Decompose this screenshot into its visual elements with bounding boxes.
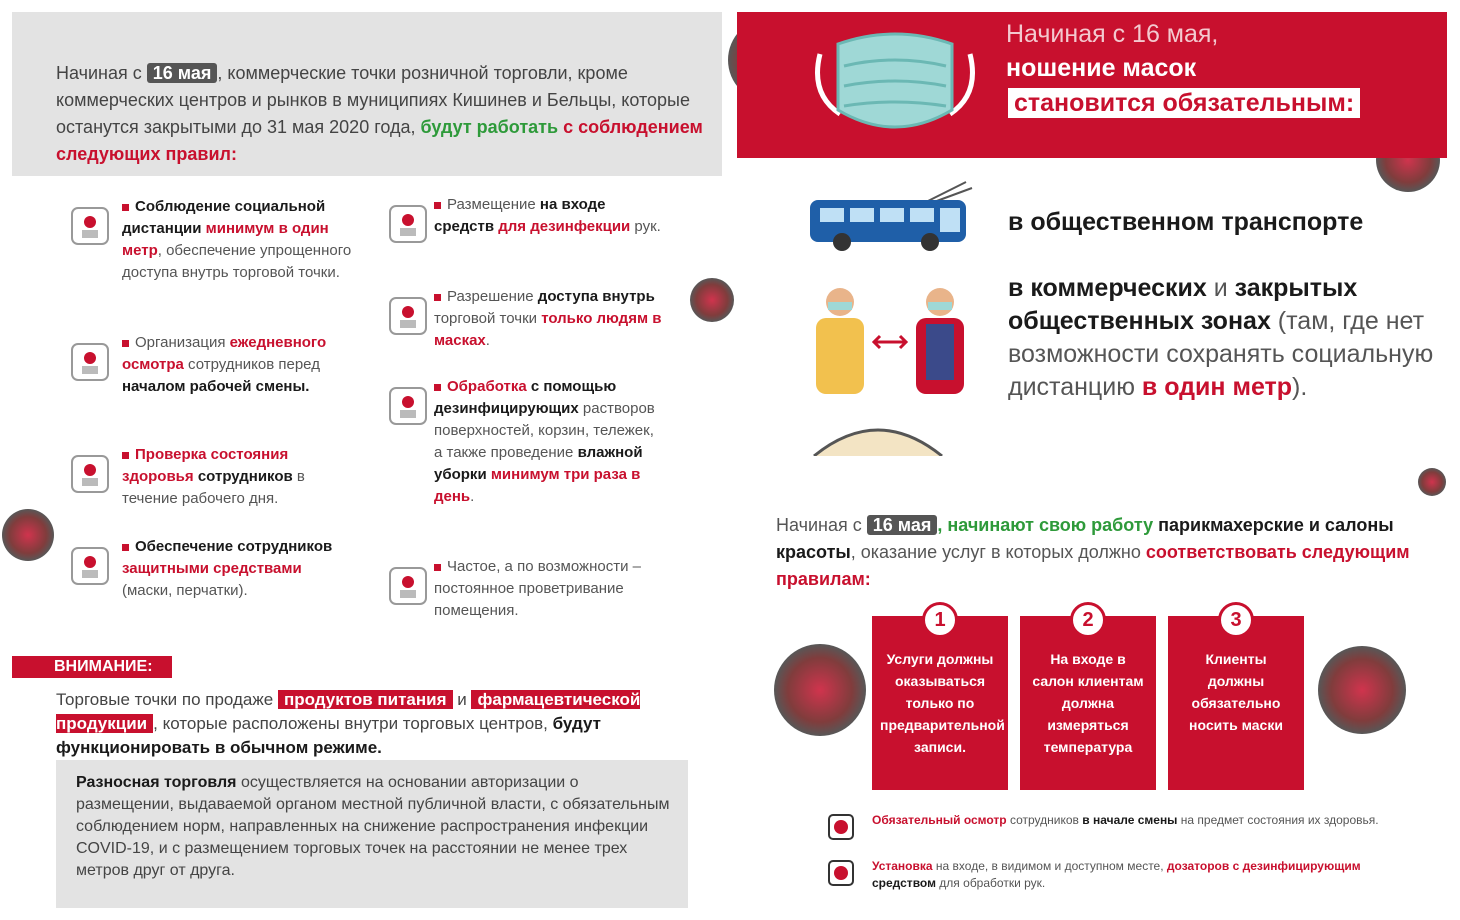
salon-rule-card (1020, 609, 1156, 790)
rule-text: минимум в один метр (122, 220, 329, 259)
salon-prefix: Начиная с (776, 515, 862, 535)
rule-text: в течение рабочего дня. (122, 468, 305, 507)
people-distance-icon (64, 200, 116, 252)
rule-text: ежедневного осмотра (122, 334, 327, 373)
note-text: Установка (872, 859, 933, 873)
highlight-pharma: фармацевтической продукции (56, 690, 641, 733)
rule-text: . (485, 332, 490, 349)
zones-text (1008, 272, 1438, 404)
attention-text (56, 688, 696, 760)
transport-text: в общественном транспорте (1008, 208, 1364, 236)
rule-text: Проверка состояния здоровья (122, 446, 289, 485)
peddling-text (76, 772, 676, 882)
rule-item (434, 286, 666, 352)
mask-start-date: Начиная с 16 мая, (1006, 20, 1219, 48)
rule-text: Обеспечение сотрудников (135, 538, 333, 555)
rule-text: защитными средствами (122, 560, 302, 577)
rule-text: доступа внутрь (537, 288, 655, 305)
mask-icon (382, 290, 434, 342)
rule-text: минимум три раза в день (434, 466, 641, 505)
bullet-icon (434, 384, 441, 391)
rule-item (122, 536, 354, 602)
rule-item (434, 556, 666, 622)
salon-note (872, 858, 1392, 892)
zones-commercial: в коммерческих (1008, 274, 1207, 302)
salon-rule-card (1168, 609, 1304, 790)
salon-start-work: , начинают свою работу (937, 515, 1154, 535)
rule-item (434, 194, 666, 238)
peddling-body: осуществляется на основании авторизации о размещении, выдаваемой органом местной публичной власти, с обязательным соблюдением норм, направленных на снижение распространения инфекции COVID-19, и с размещением торговых точек на расстоянии не менее трех метров друг от друга. (76, 774, 670, 879)
rule-text: (маски, перчатки). (122, 582, 248, 599)
rule-text: Частое, а по возможности – постоянное проветривание помещения. (434, 558, 641, 619)
trolleybus-icon (806, 180, 976, 254)
note-text: в начале смены (1082, 813, 1178, 827)
peddling-bold: Разносная торговля (76, 774, 237, 791)
card-number: 2 (1070, 602, 1106, 638)
card-text: Услуги должны оказываться только по предварительной записи. (880, 651, 1005, 755)
rule-text: Размещение (447, 196, 540, 213)
attention-p3: , которые расположены внутри торговых центров, (153, 714, 548, 733)
rule-text: Соблюдение социальной дистанции (122, 198, 326, 237)
bullet-icon (122, 452, 129, 459)
note-text: на входе, в видимом и доступном месте, (932, 859, 1167, 873)
bullet-icon (122, 544, 129, 551)
salon-note (872, 812, 1392, 829)
mask-wearing: ношение масок (1006, 54, 1197, 82)
hand-sanitizer-icon (382, 198, 434, 250)
attention-p2: и (457, 690, 467, 709)
intro-rules: с соблюдением следующих правил: (56, 117, 703, 164)
rule-text: рук. (630, 218, 661, 235)
bullet-icon (122, 340, 129, 347)
date-tag: 16 мая (147, 63, 218, 83)
disinfection-spray-icon (382, 380, 434, 432)
card-number: 3 (1218, 602, 1254, 638)
rule-item (434, 376, 666, 508)
virus-badge-icon (828, 860, 854, 886)
rule-text: на входе средств (434, 196, 606, 235)
attention-p1: Торговые точки по продаже (56, 690, 274, 709)
note-text: на предмет состояния их здоровья. (1177, 813, 1379, 827)
zones-closed-public: закрытых общественных зонах (1008, 274, 1358, 335)
salon-rule-card (872, 609, 1008, 790)
note-text: средством (872, 876, 936, 890)
rule-text: для дезинфекции (498, 218, 631, 235)
bullet-icon (434, 294, 441, 301)
attention-label: ВНИМАНИЕ: (12, 656, 172, 678)
intro-will-work: будут работать (420, 117, 559, 137)
intro-text (56, 60, 706, 168)
health-clipboard-icon (64, 448, 116, 500)
rule-text: , обеспечение упрощенного доступа внутрь торговой точки. (122, 242, 352, 281)
bullet-icon (434, 202, 441, 209)
face-mask-icon (810, 14, 980, 150)
ventilation-icon (382, 560, 434, 612)
protective-gloves-icon (64, 540, 116, 592)
highlight-food: продуктов питания (278, 690, 453, 709)
note-text: дозаторов с дезинфицирующим (1166, 859, 1361, 873)
rule-text: Разрешение (447, 288, 538, 305)
rule-text: началом рабочей смены. (122, 378, 310, 395)
rule-text: торговой точки (434, 310, 542, 327)
zones-and: и (1206, 274, 1235, 302)
rule-text: растворов поверхностей, корзин, тележек, а также проведение (434, 400, 655, 461)
temperature-check-icon (64, 336, 116, 388)
rule-text: сотрудников перед (183, 356, 320, 373)
zones-one-meter: в один метр (1141, 373, 1293, 401)
rule-item (122, 332, 354, 398)
rule-text: только людям в масках (434, 310, 662, 349)
card-number: 1 (922, 602, 958, 638)
people-masks-illustration (800, 280, 980, 400)
salon-intro (776, 512, 1416, 593)
intro-prefix: Начиная с (56, 63, 142, 83)
mask-mandatory: становится обязательным: (1008, 88, 1360, 118)
rule-text: сотрудников (193, 468, 293, 485)
rule-text: с помощью дезинфицирующих (434, 378, 617, 417)
rule-text: . (470, 488, 475, 505)
bullet-icon (434, 564, 441, 571)
zones-close: ). (1292, 373, 1308, 401)
salon-rules: соответствовать следующим правилам: (776, 542, 1410, 589)
partial-circle-icon (808, 424, 948, 456)
note-text: для обработки рук. (935, 876, 1046, 890)
salon-hairdressers: парикмахерские и салоны красоты (776, 515, 1394, 562)
attention-normal-mode: будут функционировать в обычном режиме. (56, 714, 601, 757)
zones-where: (там, где нет возможности сохранять социальную дистанцию (1008, 307, 1434, 401)
bullet-icon (122, 204, 129, 211)
rule-text: Организация (135, 334, 230, 351)
salon-services: , оказание услуг в которых должно (850, 542, 1146, 562)
card-text: На входе в салон клиентам должна измеряться температура (1032, 651, 1144, 755)
rule-text: Обработка (447, 378, 527, 395)
rule-item (122, 196, 354, 284)
salon-date-tag: 16 мая (867, 515, 938, 535)
virus-badge-icon (828, 814, 854, 840)
card-text: Клиенты должны обязательно носить маски (1189, 651, 1283, 733)
intro-body: , коммерческие точки розничной торговли, кроме коммерческих центров и рынков в муниципиях Кишинев и Бельцы, которые останутся закрытыми до 31 мая 2020 года, (56, 63, 690, 137)
note-text: сотрудников (1006, 813, 1083, 827)
note-text: Обязательный осмотр (872, 813, 1007, 827)
rule-item (122, 444, 354, 510)
rule-text: влажной уборки (434, 444, 643, 483)
